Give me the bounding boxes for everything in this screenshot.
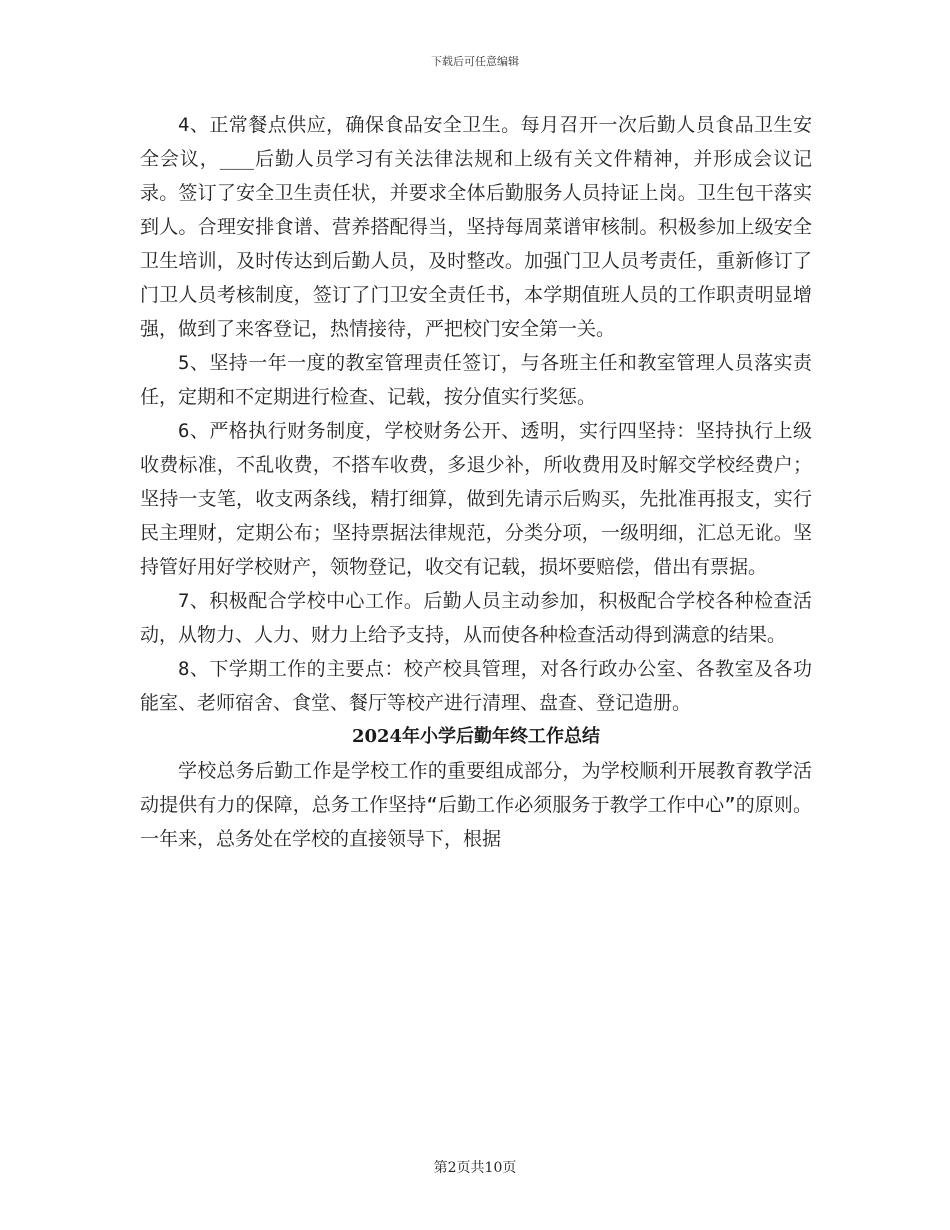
paragraph-item-8: 8、下学期工作的主要点：校产校具管理，对各行政办公室、各教室及各功能室、老师宿舍、食堂、餐厅等校产进行清理、盘查、登记造册。	[140, 658, 812, 714]
page-footer: 第2页共10页	[433, 1160, 517, 1176]
section-title: 2024年小学后勤年终工作总结	[351, 726, 601, 747]
page-header: 下载后可任意编辑	[431, 55, 519, 68]
paragraph-intro: 学校总务后勤工作是学校工作的重要组成部分，为学校顺利开展教育教学活动提供有力的保障，总务工作坚持“后勤工作必须服务于教学工作中心”的原则。一年来，总务处在学校的直接领导下，根据	[140, 760, 812, 850]
paragraph-item-4: 4、正常餐点供应，确保食品安全卫生。每月召开一次后勤人员食品卫生安全会议，___后勤人员学习有关法律法规和上级有关文件精神，并形成会议记录。签订了安全卫生责任状，并要求全体后勤服务人员持证上岗。卫生包干落实到人。合理安排食谱、营养搭配得当，坚持每周菜谱审核制。积极参加上级安全卫生培训，及时传达到后勤人员，及时整改。加强门卫人员考责任，重新修订了门卫人员考核制度，签订了门卫安全责任书，本学期值班人员的工作职责明显增强，做到了来客登记，热情接待，严把校门安全第一关。	[140, 114, 812, 340]
paragraph-item-6: 6、严格执行财务制度，学校财务公开、透明，实行四坚持：坚持执行上级收费标准，不乱收费，不搭车收费，多退少补，所收费用及时解交学校经费户；坚持一支笔，收支两条线，精打细算，做到先请示后购买，先批准再报支，实行民主理财，定期公布；坚持票据法律规范，分类分项，一级明细，汇总无讹。坚持管好用好学校财产，领物登记，收交有记载，损坏要赔偿，借出有票据。	[140, 420, 812, 578]
paragraph-item-5: 5、坚持一年一度的教室管理责任签订，与各班主任和教室管理人员落实责任，定期和不定期进行检查、记载，按分值实行奖惩。	[140, 352, 812, 408]
paragraph-item-7: 7、积极配合学校中心工作。后勤人员主动参加，积极配合学校各种检查活动，从物力、人力、财力上给予支持，从而使各种检查活动得到满意的结果。	[140, 590, 812, 646]
document-body	[140, 108, 812, 856]
